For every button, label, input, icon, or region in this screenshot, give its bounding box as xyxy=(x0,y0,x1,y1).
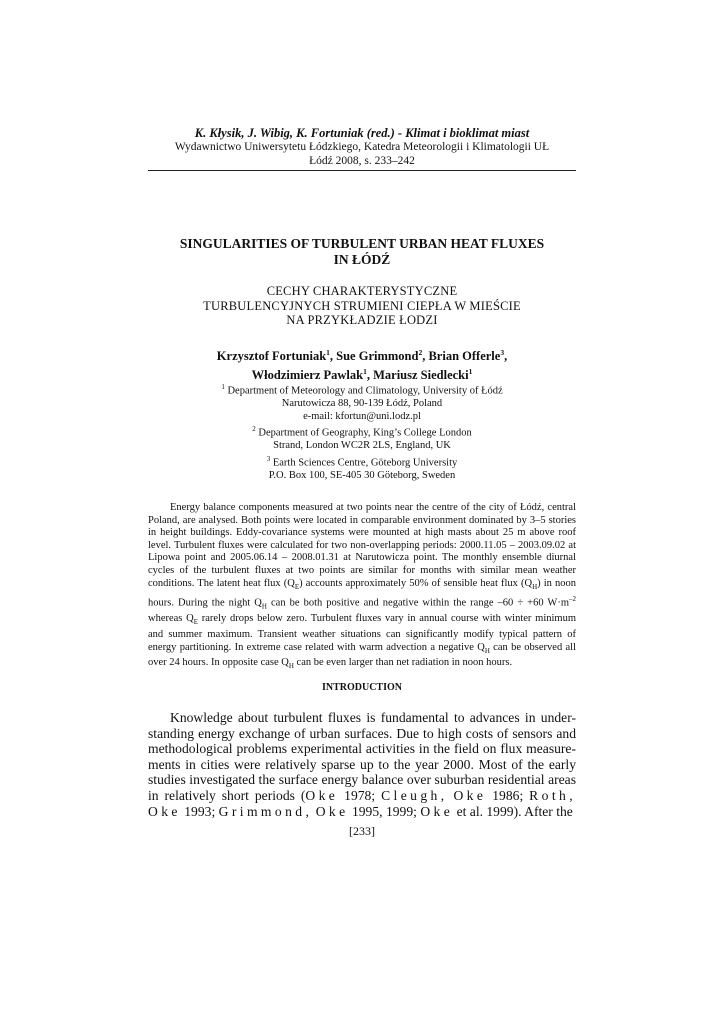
title-line-2: IN ŁÓDŹ xyxy=(333,252,391,267)
cited-author: Oke xyxy=(148,803,181,819)
cited-author: Oke xyxy=(420,803,454,819)
author-name: Włodzimierz Pawlak xyxy=(251,368,364,383)
affiliation-2: Department of Geography, King’s College London xyxy=(255,427,472,439)
cited-author: Grimmond, xyxy=(218,803,313,819)
affiliation-1: Department of Meteorology and Climatology, University of Łódź xyxy=(224,385,503,397)
header-rule xyxy=(148,170,576,171)
author-list: Krzysztof Fortuniak$^1$, Sue Grimmond$^2$, Brian Offerle$^3$, Włodzimierz Pawlak$^1$, Mariusz Siedlecki$^1$ xyxy=(216,348,508,383)
author-name: Mariusz Siedlecki xyxy=(373,368,469,383)
polish-title-line-2: TURBULENCYJNYCH STRUMIENI CIEPŁA W MIEŚCIE xyxy=(203,298,521,313)
running-header xyxy=(148,126,576,168)
affiliation-1-address: Narutowicza 88, 90-139 Łódź, Poland xyxy=(281,398,443,409)
author-affil-mark: 1 xyxy=(468,367,473,377)
author-name: Krzysztof Fortuniak xyxy=(216,349,327,364)
affiliation-3-address: P.O. Box 100, SE-405 30 Göteborg, Sweden xyxy=(268,469,456,481)
title-line-1: SINGULARITIES OF TURBULENT URBAN HEAT FLUXES xyxy=(179,236,545,251)
paper-title xyxy=(100,236,624,268)
pages-line: Łódź 2008, s. 233–242 xyxy=(309,154,415,167)
polish-title-line-3: NA PRZYKŁADZIE ŁODZI xyxy=(286,313,438,327)
introduction-paragraph: Knowledge about turbulent fluxes is fundamental to advances in under-standing energy exchange of urban surfaces. Due to high costs of sensors and methodological problems experimental activities in the field on flux measure-ments in cities were relatively sparse up to the year 2000. Most of the early studies investigated the surface energy balance over suburban residential areas in relatively short periods (Oke 1978; Cleugh, Oke 1986; Roth, Oke 1993; Grimmond, Oke 1995, 1999; Oke et al. 1999). After the xyxy=(148,710,576,819)
section-heading: INTRODUCTION xyxy=(321,682,402,693)
author-affil-mark: 1 xyxy=(326,348,330,357)
author-affil-mark: 1 xyxy=(363,367,367,377)
affiliation-2-address: Strand, London WC2R 2LS, England, UK xyxy=(273,440,451,451)
cited-author: Oke xyxy=(315,803,349,819)
affiliations: $^1$ Department of Meteorology and Climatology, University of Łódź Narutowicza 88, 90-139 Łódź, Poland e-mail: kfortun@uni.lodz.pl $^2$ Department of Geography, King’s College London Strand, London WC2R 2LS, England, UK $^3$ Earth Sciences Centre, Göteborg University P.O. Box 100, SE-405 30 Göteborg, Sweden xyxy=(100,381,624,482)
polish-title xyxy=(100,284,624,328)
book-citation: K. Kłysik, J. Wibig, K. Fortuniak (red.) - Klimat i bioklimat miast xyxy=(194,126,530,140)
abstract: Energy balance components measured at two points near the centre of the city of Łódź, central Poland, are analysed. Both points were located in comparable environment dominated by 3–5 stories in height buildings. Eddy-covariance systems were mounted at high masts about 25 m above roof level. Turbulent fluxes were calculated for two non-overlapping periods: 2000.11.05 – 2003.09.02 at Lipowa point and 2005.06.14 – 2008.01.31 at Narutowicza point. The monthly ensemble diurnal cycles of the turbulent fluxes at two points are similar for months with similar mean weather conditions. The latent heat flux $(Q_E)$ accounts approximately 50% of sensible heat flux $(Q_H)$ in noon hours. During the night $Q_H$ can be both positive and negative within the range –60 ÷ +60 $W\cdot m^{-2}$ whereas $Q_E$ rarely drops below zero. Turbulent fluxes vary in annual course with winter minimum and summer maximum. Transient weather situations can significantly modify typical pattern of energy partitioning. In extreme case related with warm advection a negative $Q_H$ can be observed all over 24 hours. In opposite case $Q_H$ can be even larger than net radiation in noon hours. xyxy=(148,502,577,671)
cited-author: Oke xyxy=(453,787,487,803)
polish-title-line-1: CECHY CHARAKTERYSTYCZNE xyxy=(266,284,458,298)
publisher-line: Wydawnictwo Uniwersytetu Łódzkiego, Katedra Meteorologii i Klimatologii UŁ xyxy=(174,141,550,153)
author-name: Brian Offerle xyxy=(428,349,501,364)
cited-author: Roth, xyxy=(529,787,576,803)
cited-author: Oke xyxy=(305,787,339,803)
page-number: [233] xyxy=(349,824,375,838)
author-name: Sue Grimmond xyxy=(336,349,419,364)
affiliation-3: Earth Sciences Centre, Göteborg University xyxy=(270,457,458,468)
author-affil-mark: 3 xyxy=(500,348,505,357)
author-affil-mark: 2 xyxy=(418,348,423,357)
affiliation-1-email: e-mail: kfortun@uni.lodz.pl xyxy=(303,410,421,422)
cited-author: Cleugh, xyxy=(381,787,448,803)
